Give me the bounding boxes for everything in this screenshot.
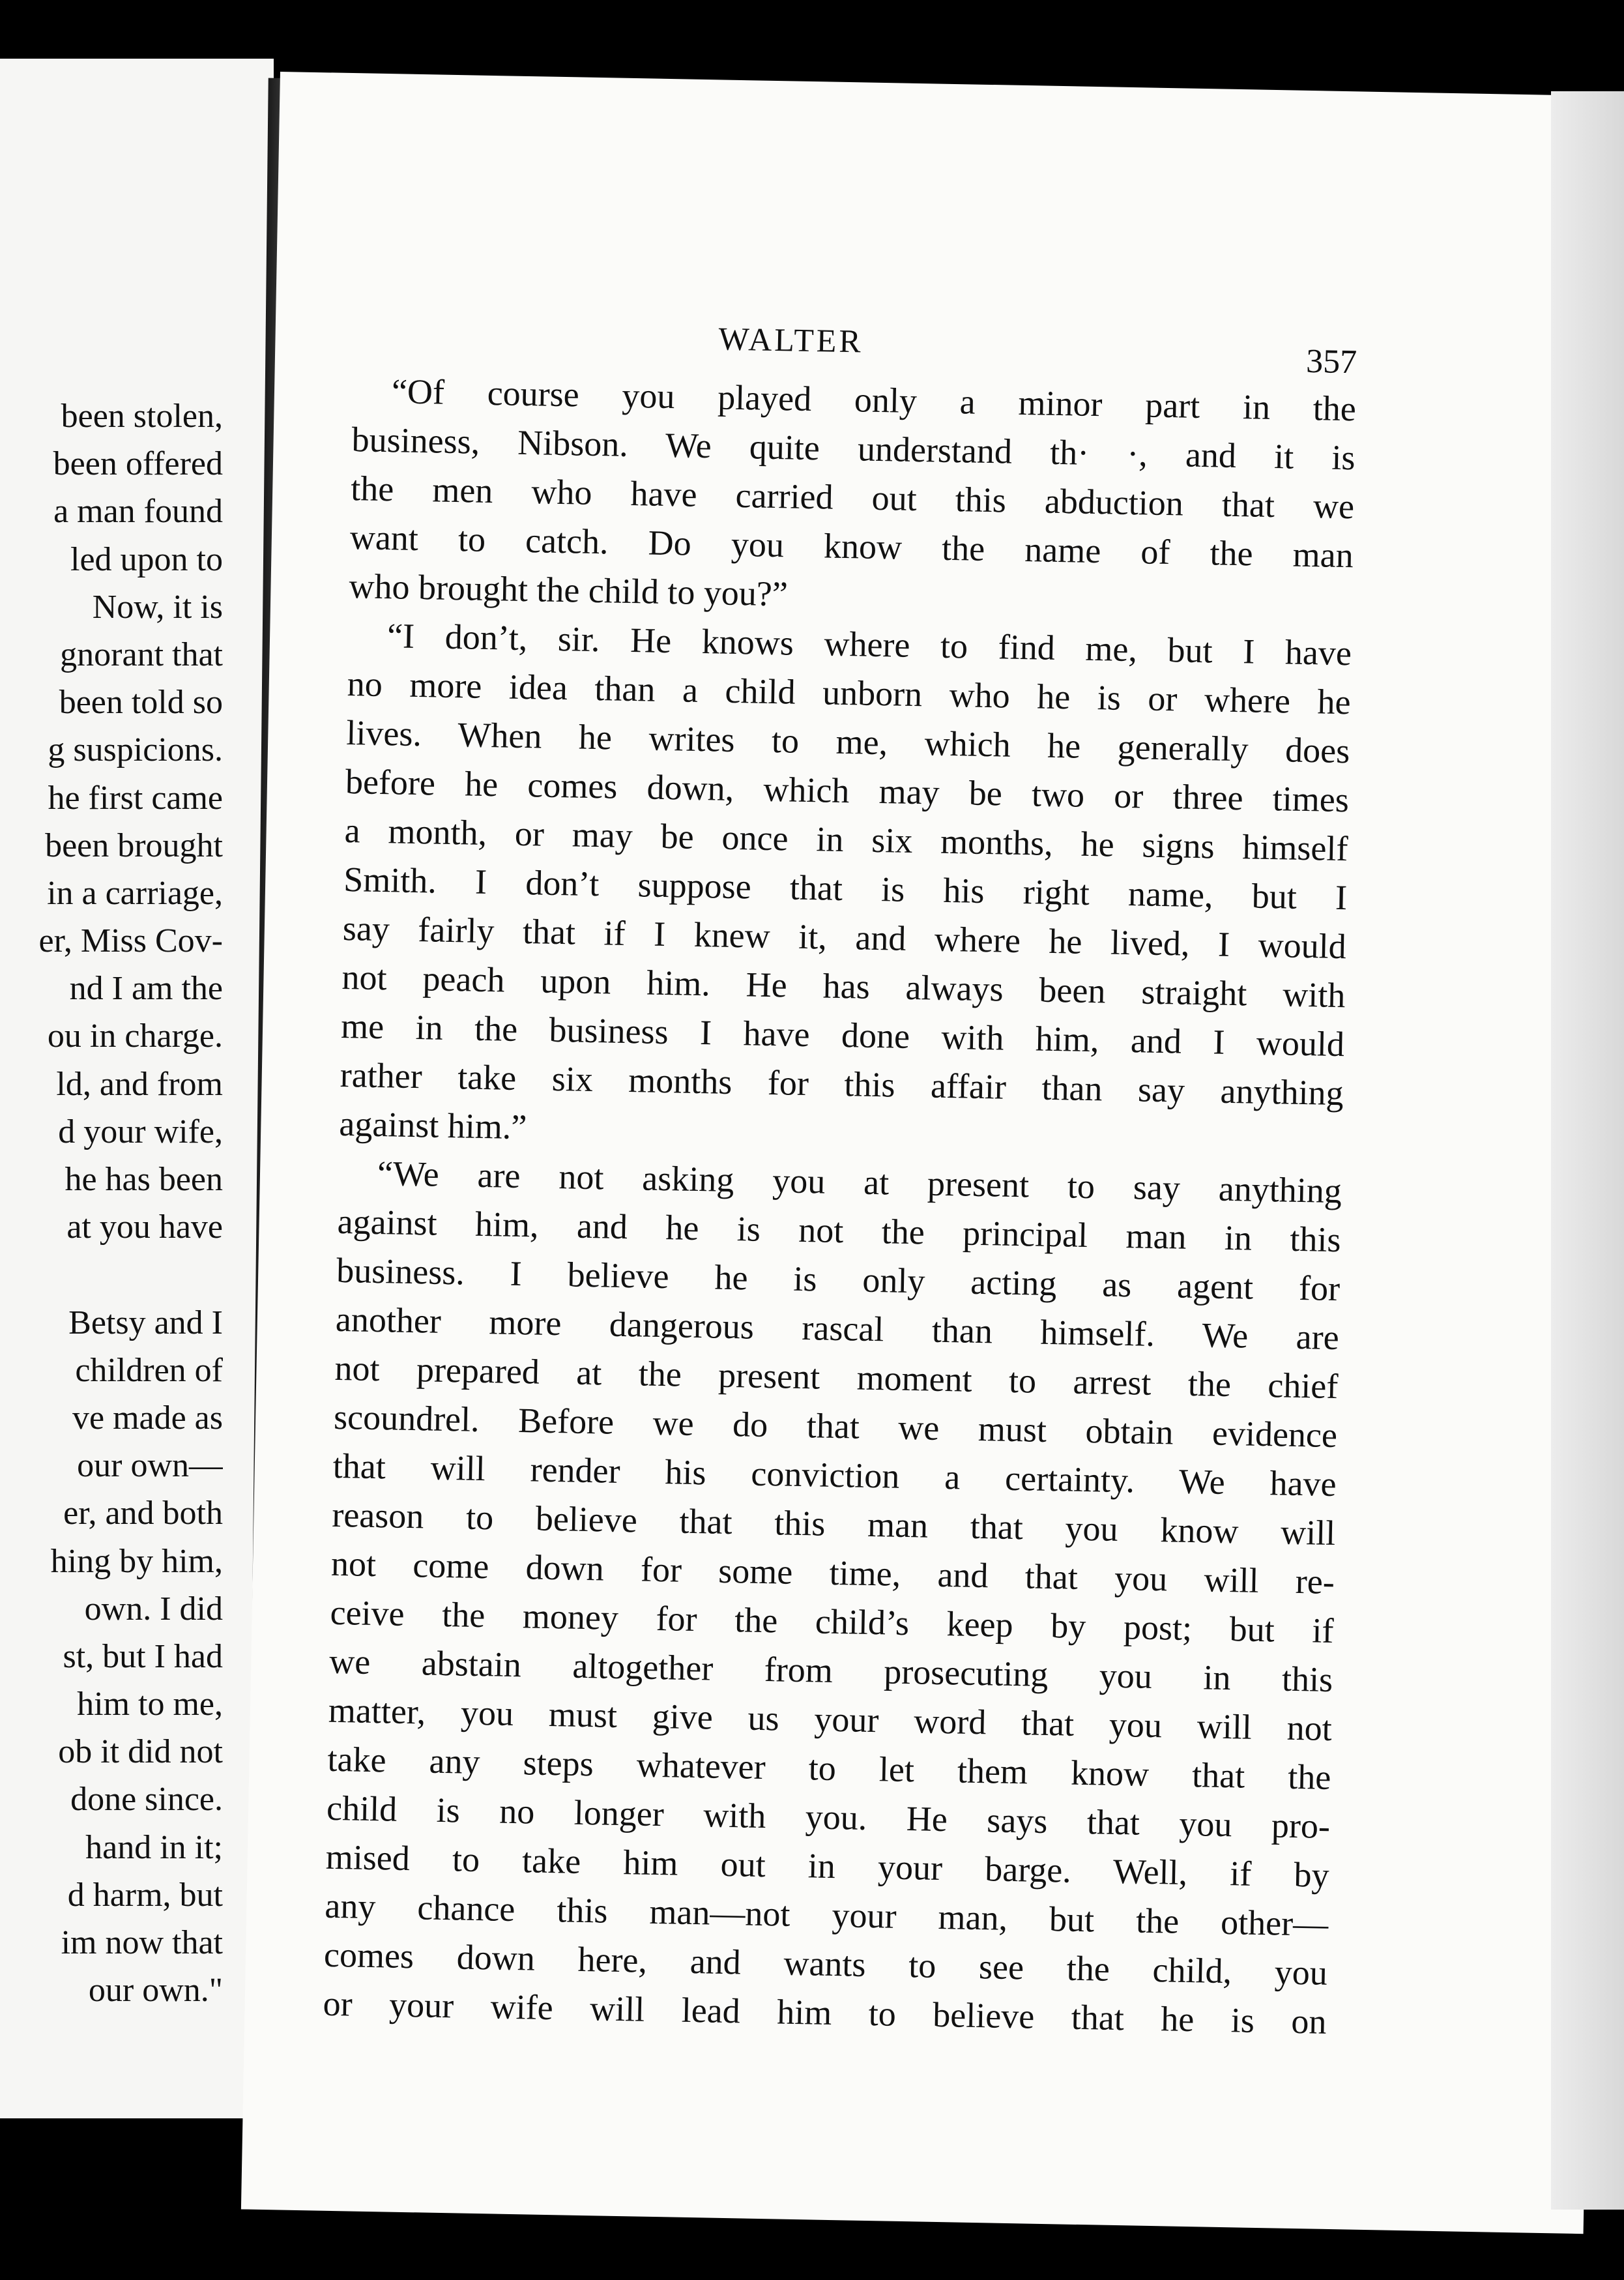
text-line: against him, and he is not the principal man in this (337, 1201, 1341, 1260)
left-text-line: ob it did not (58, 1733, 223, 1771)
left-text-line: ve made as (72, 1399, 223, 1437)
left-text-line: er, Miss Cov- (38, 922, 223, 960)
text-line: want to catch. Do you know the name of the man (349, 518, 1354, 576)
page-edge (1551, 91, 1624, 2210)
text-line: Smith. I don’t suppose that is his right name, but I (343, 859, 1348, 918)
left-text-line: children of (75, 1351, 223, 1389)
text-line: me in the business I have done with him, and I would (340, 1006, 1345, 1064)
left-text-line: er, and both (63, 1495, 223, 1532)
text-line: matter, you must give us your word that you will not (328, 1690, 1333, 1748)
paragraph-first-line: “We are not asking you at present to say anything (377, 1154, 1342, 1211)
paragraph-first-line: “I don’t, sir. He knows where to find me, but I have (386, 616, 1352, 673)
text-line: any chance this man—not your man, but the other— (324, 1886, 1329, 1944)
text-line: say fairly that if I knew it, and where he lived, I would (342, 908, 1347, 967)
left-text-line: him to me, (77, 1686, 223, 1723)
text-line: ceive the money for the child’s keep by post; but if (330, 1592, 1334, 1651)
text-line: comes down here, and wants to see the child, you (323, 1935, 1328, 1993)
left-text-line: own. I did (84, 1590, 223, 1628)
left-text-line: he first came (48, 779, 223, 817)
text-line: business. I believe he is only acting as agent for (336, 1250, 1341, 1309)
left-text-line: d your wife, (58, 1113, 223, 1150)
text-line: scoundrel. Before we do that we must obtain evidence (333, 1397, 1338, 1455)
left-text-line: g suspicions. (48, 731, 223, 769)
left-text-line: gnorant that (60, 636, 223, 673)
text-line: no more idea than a child unborn who he is or where he (347, 664, 1352, 722)
left-text-line: been told so (59, 684, 223, 722)
left-text-line: our own— (77, 1447, 223, 1485)
left-text-line: a man found (53, 493, 223, 531)
text-line: not come down for some time, and that you will re- (330, 1543, 1335, 1602)
text-line: the men who have carried out this abduction that we (350, 469, 1355, 527)
left-text-line: hing by him, (50, 1542, 223, 1580)
left-text-line: d harm, but (67, 1876, 223, 1914)
left-text-line: our own." (88, 1972, 223, 2010)
text-line: lives. When he writes to me, which he generally does (345, 713, 1350, 771)
left-page-text (0, 392, 223, 2014)
left-text-line: done since. (70, 1781, 223, 1819)
left-text-line: been offered (53, 445, 223, 483)
left-text-line: in a carriage, (47, 874, 223, 912)
left-text-line: ld, and from (56, 1065, 223, 1103)
right-page (241, 72, 1623, 2234)
left-text-line: nd I am the (69, 970, 223, 1008)
paragraph-first-line: “Of course you played only a minor part in the (391, 372, 1357, 429)
left-text-line: hand in it; (85, 1828, 223, 1866)
text-line: not prepared at the present moment to arrest the chief (334, 1348, 1339, 1407)
text-line: take any steps whatever to let them know that the (327, 1739, 1331, 1797)
left-text-line: at you have (66, 1208, 223, 1246)
left-text-line: been brought (45, 826, 223, 864)
text-line: or your wife will lead him to believe that he is on (323, 1983, 1327, 2041)
left-text-line: im now that (61, 1924, 223, 1961)
left-text-line: been stolen, (61, 398, 223, 435)
text-line: reason to believe that this man that you know will (331, 1495, 1336, 1553)
text-line: a month, or may be once in six months, he signs himself (344, 811, 1348, 869)
body-text (323, 366, 1356, 2047)
text-line: rather take six months for this affair than say anything (340, 1055, 1344, 1113)
text-line: that will render his conviction a certainty. We have (332, 1446, 1337, 1504)
text-line: before he comes down, which may be two or three times (345, 762, 1350, 820)
page-text-block (323, 308, 1357, 2047)
text-line: mised to take him out in your barge. Well, if by (325, 1837, 1330, 1895)
left-text-line: st, but I had (63, 1637, 223, 1675)
left-text-line: Betsy and I (68, 1304, 223, 1341)
text-line: child is no longer with you. He says that you pro- (326, 1788, 1331, 1846)
left-page (0, 59, 274, 2118)
left-text-line: ou in charge. (47, 1017, 223, 1055)
text-line: who brought the child to you?” (349, 566, 789, 614)
running-head: WALTER (718, 320, 864, 360)
text-line: business, Nibson. We quite understand th· ·, and it is (351, 420, 1356, 478)
text-line: against him.” (338, 1103, 527, 1147)
left-text-line: he has been (65, 1161, 223, 1198)
text-line: another more dangerous rascal than himself. We are (335, 1299, 1340, 1358)
text-line: not peach upon him. He has always been straight with (341, 957, 1346, 1016)
page-number: 357 (1305, 342, 1357, 381)
blank-line (0, 1251, 223, 1298)
left-text-line: led upon to (70, 540, 223, 578)
text-line: we abstain altogether from prosecuting you in this (328, 1641, 1333, 1700)
left-text-line: Now, it is (92, 588, 223, 626)
